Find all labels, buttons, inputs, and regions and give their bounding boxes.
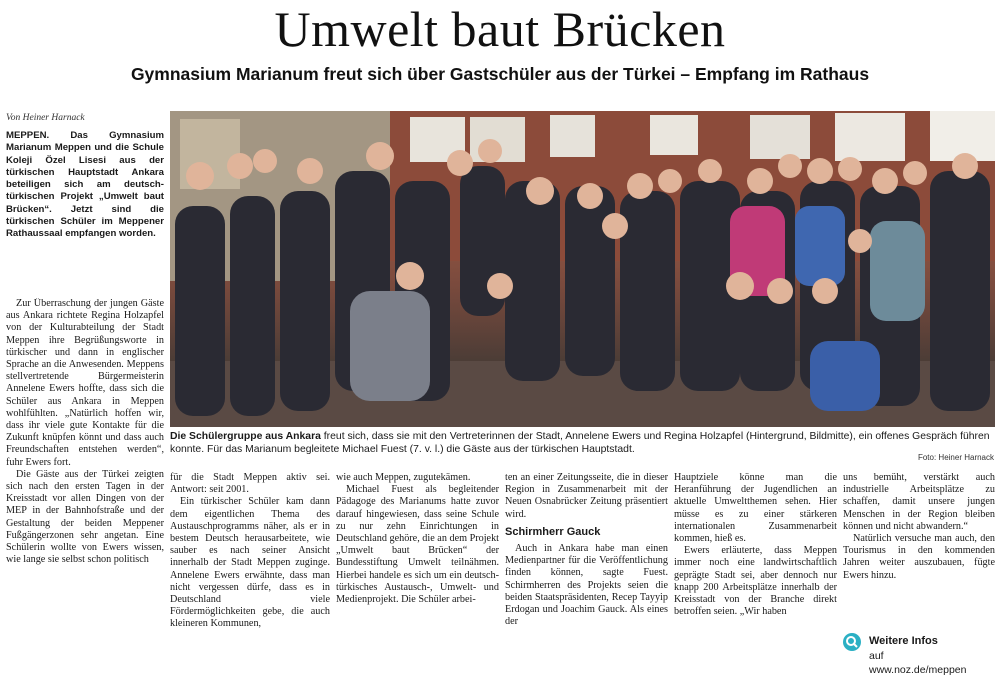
photo-credit: Foto: Heiner Harnack — [917, 453, 994, 462]
group-photo — [170, 111, 995, 427]
group-photo-illustration — [170, 111, 995, 427]
body-column-2 — [170, 472, 330, 683]
lead-paragraph — [6, 130, 164, 241]
byline: Von Heiner Harnack — [6, 113, 85, 123]
more-info-box — [843, 633, 998, 683]
body-column-1 — [6, 298, 164, 683]
more-info-title: Weitere Infos — [869, 635, 938, 647]
body-column-4 — [505, 472, 668, 683]
more-info-link[interactable]: www.noz.de/meppen — [869, 664, 967, 676]
more-info-text: auf — [869, 650, 884, 662]
caption-lead: Die Schülergruppe aus Ankara — [170, 431, 321, 442]
body-paragraph: Ein türkischer Schüler kam dann dem eigentlichen Thema des Austauschprogramms näher, als er in bestem Deutsch herausarbeitete, wie sauber es nach seiner Ansicht innerhalb der Stadt Meppen zuginge. Annelene Ewers erwähnte, dass man nicht vergessen dürfe, dass es in Deutschland viele Fördermöglichkeiten gebe, die auch kleineren Kommunen, — [170, 496, 330, 630]
body-paragraph: Ewers erläuterte, dass Meppen immer noch eine landwirtschaftlich geprägte Stadt sei, aber dennoch nur knapp 200 Arbeitsplätze innerhalb der Kreisstadt von der Branche direkt betroffen seien. „Wir haben — [674, 545, 837, 618]
body-paragraph: Die Gäste aus der Türkei zeigten sich nach den ersten Tagen in der Kreisstadt vor allen Dingen von der MEP in der Bahnhofstraße und der Gestaltung der beiden Meppener Fußgängerzonen sehr angetan. Eine Schülerin wollte von Ewers wissen, wie lange sie selbst schon politisch — [6, 468, 164, 566]
caption-text: freut sich, dass sie mit den Vertreterinnen der Stadt, Annelene Ewers und Regina Holzapfel (Hintergrund, Bildmitte), ein offenes Gespräch führen konnte. Für das Marianum begleitete Michael Fuest (7. v. l.) die Gäste aus der türkischen Hauptstadt. — [170, 431, 990, 455]
body-paragraph: Natürlich versuche man auch, den Tourismus in den kommenden Jahren weiter auszubauen, fügte Ewers hinzu. — [843, 533, 995, 581]
section-heading: Schirmherr Gauck — [505, 525, 601, 538]
headline: Umwelt baut Brücken — [274, 1, 726, 57]
photo-caption — [170, 431, 995, 456]
body-paragraph: Auch in Ankara habe man einen Medienpartner für die Veröffentlichung finden können, sagte Fuest. Schirmherren des Projekts seien die beiden Staatspräsidenten, Recep Tayyip Erdogan und Joachim Gauck. Als eines der — [505, 543, 668, 628]
body-paragraph: für die Stadt Meppen aktiv sei. Antwort: seit 2001. — [170, 472, 330, 496]
body-column-5 — [674, 472, 837, 683]
body-paragraph: Michael Fuest als begleitender Pädagoge des Marianums hatte zuvor darauf hingewiesen, dass seine Schule zu nur zehn Einrichtungen in Deutschland gehöre, die an dem Projekt „Umwelt baut Brücken“ der Bundesstiftung Umwelt teilnähmen. Hierbei handele es sich um ein deutsch-türkisches Austausch-, Umwelt- und Medienprojekt. Die Schüler arbei- — [336, 484, 499, 606]
body-column-6 — [843, 472, 995, 628]
body-paragraph: Zur Überraschung der jungen Gäste aus Ankara richtete Regina Holzapfel von der Kulturabteilung der Stadt Meppen ihre Begrüßungsworte in türkischer und dann in englischer Sprache an die Anwesenden. Meppens stellvertretende Bürgermeisterin Annelene Ewers hoffte, dass sich die Schüler aus Ankara in Meppen wohlfühlten. „Natürlich hoffen wir, dass ihr viele gute Kontakte für die Zukunft knüpfen könnt und dass auch Freundschaften entstehen werden“, fuhr Ewers fort. — [6, 298, 164, 468]
body-column-3 — [336, 472, 499, 683]
body-paragraph: uns bemüht, verstärkt auch industrielle Arbeitsplätze zu schaffen, damit unsere jungen Menschen in der Region bleiben können und nicht abwandern.“ — [843, 472, 995, 532]
body-paragraph: Hauptziele könne man die Heranführung der Jugendlichen an aktuelle Umweltthemen sehen. Hier müsse es zu einer stärkeren internationalen Zusammenarbeit kommen, hieß es. — [674, 472, 837, 545]
body-paragraph: wie auch Meppen, zugutekämen. — [336, 472, 471, 483]
body-paragraph: ten an einer Zeitungsseite, die in dieser Region in Zusammenarbeit mit der Neuen Osnabrücker Zeitung präsentiert wird. — [505, 472, 668, 520]
lead-text: MEPPEN. Das Gymnasium Marianum Meppen und die Schule Koleji Özel Lisesi aus der türkischen Hauptstadt Ankara beteiligen sich am deutsch-türkischen Projekt „Umwelt baut Brücken“. Jetzt sind die türkischen Schüler im Meppener Rathaussaal empfangen worden. — [6, 130, 164, 240]
subheadline: Gymnasium Marianum freut sich über Gastschüler aus der Türkei – Empfang im Rathaus — [130, 64, 870, 84]
magnifier-icon — [843, 633, 861, 651]
